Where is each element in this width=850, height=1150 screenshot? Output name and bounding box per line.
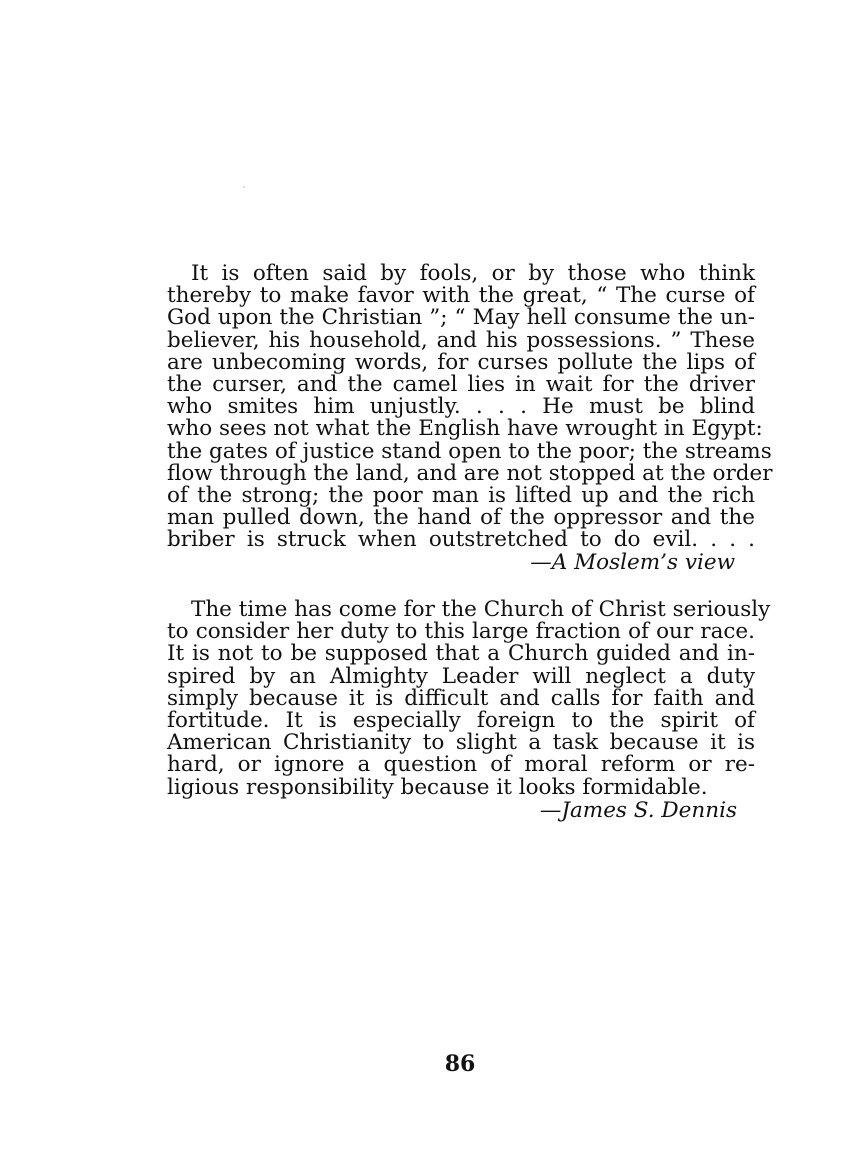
quote-line: to consider her duty to this large fraction of our race. — [167, 619, 755, 645]
quote-line: spired by an Almighty Leader will neglect a duty — [167, 663, 755, 689]
quote-line: It is often said by fools, or by those who think — [191, 261, 755, 286]
quote-line: American Christianity to slight a task because it is — [167, 730, 755, 756]
quote-james-dennis — [167, 597, 771, 823]
quote-line: ligious responsibility because it looks formidable. — [167, 774, 708, 800]
quote-line: of the strong; the poor man is lifted up and the rich — [167, 482, 755, 508]
quote-line: hard, or ignore a question of moral reform or re- — [167, 752, 755, 778]
quote-line: thereby to make favor with the great, “ The curse of — [167, 283, 755, 309]
quote-line: God upon the Christian ”; “ May hell consume the un- — [167, 305, 755, 331]
quote-line: The time has come for the Church of Christ seriously — [191, 597, 771, 622]
quote-line: briber is struck when outstretched to do evil. . . . — [167, 527, 755, 553]
quote-line: who smites him unjustly. . . . He must be blind — [167, 394, 755, 420]
quote-line: It is not to be supposed that a Church guided and in- — [167, 641, 755, 667]
page-number: 86 — [444, 1051, 476, 1077]
quote-attribution: —James S. Dennis — [539, 797, 737, 823]
quote-line: man pulled down, the hand of the oppressor and the — [167, 505, 755, 531]
quote-line: the gates of justice stand open to the poor; the streams — [167, 438, 772, 464]
quote-line: fortitude. It is especially foreign to the spirit of — [167, 707, 755, 733]
quote-line: the curser, and the camel lies in wait for the driver — [167, 371, 755, 397]
quote-line: flow through the land, and are not stopped at the order — [167, 460, 773, 486]
quote-line: believer, his household, and his possessions. ” These — [167, 327, 755, 353]
quote-line: are unbecoming words, for curses pollute the lips of — [167, 349, 755, 375]
quote-line: simply because it is difficult and calls for faith and — [167, 685, 755, 711]
quote-line: who sees not what the English have wrought in Egypt: — [167, 416, 763, 442]
quote-moslem-view — [167, 261, 773, 576]
paper-speck — [243, 186, 245, 188]
quote-attribution: —A Moslem’s view — [530, 550, 735, 576]
